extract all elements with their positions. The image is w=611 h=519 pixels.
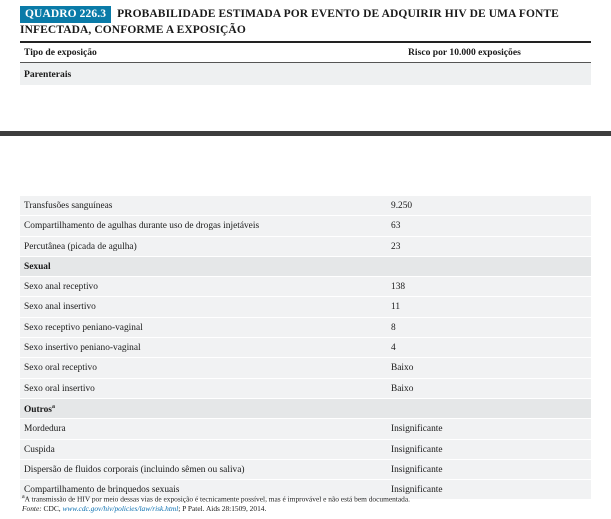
risk-value-cell: Baixo [391,383,414,394]
table-title-text: PROBABILIDADE ESTIMADA POR EVENTO DE ADQUIRIR HIV DE UMA FONTE INFECTADA, CONFORME A EXPOSIÇÃO [20,8,559,36]
table-row [20,379,591,399]
risk-value-cell: 9.250 [391,201,413,211]
risk-value-cell: 138 [391,282,406,293]
risk-value-cell: Baixo [391,363,414,374]
source-text-post: ; P Patel. Aids 28:1509, 2014. [178,504,267,514]
table-row [20,237,591,257]
exposure-label: Transfusões sanguíneas [24,201,113,211]
exposure-label: Sexual [24,261,51,272]
table-row [20,297,591,317]
exposure-type-cell [24,323,143,333]
exposure-type-cell [24,242,137,252]
section-label [24,262,51,272]
exposure-type-cell [24,424,66,434]
exposure-label: Outros [24,405,52,416]
exposure-label: Compartilhamento de agulhas durante uso de drogas injetáveis [24,221,260,232]
exposure-label: Cuspida [24,444,55,455]
exposure-type-cell [24,221,259,231]
exposure-risk-table [20,196,591,500]
exposure-label: Sexo insertivo peniano-vaginal [24,343,141,354]
exposure-label: Sexo anal insertivo [24,302,96,313]
exposure-label: Sexo receptivo peniano-vaginal [24,322,143,333]
page-divider [0,131,611,136]
exposure-type-cell [24,343,141,353]
footnote [22,492,597,504]
table-row [20,419,591,439]
exposure-type-cell [24,363,97,373]
exposure-type-cell [24,302,96,312]
risk-value-cell: Insignificante [391,444,443,455]
table-row [20,358,591,378]
exposure-type-cell [24,384,95,394]
exposure-label: Sexo oral receptivo [24,363,97,374]
exposure-label: Dispersão de fluidos corporais (incluindo sêmen ou saliva) [24,464,245,475]
footnote-mark: a [51,403,55,410]
table-row [20,318,591,338]
exposure-type-cell [24,201,112,211]
section-label: Parenterais [24,69,72,80]
risk-value-cell: Insignificante [391,485,443,496]
exposure-label: Sexo anal receptivo [24,282,98,293]
risk-value-cell: 4 [391,343,396,354]
exposure-label: Percutânea (picada de agulha) [24,241,137,252]
table-title [20,6,590,38]
exposure-label: Compartilhamento de brinquedos sexuais [24,485,180,496]
header-top-rule [20,41,591,43]
table-row [20,440,591,460]
table-row [20,277,591,297]
footnote-text: A transmissão de HIV por meio dessas vias de exposição é tecnicamente possível, mas é improvável e não está bem documentada. [24,494,410,504]
section-label [24,404,55,415]
table-notes [22,492,597,514]
exposure-label: Sexo oral insertivo [24,383,95,394]
risk-value-cell: Insignificante [391,464,443,475]
table-number-badge: QUADRO 226.3 [20,6,111,23]
risk-value-cell: 63 [391,221,401,232]
column-header-exposure: Tipo de exposição [24,47,97,58]
section-row-parenterais [20,63,591,85]
risk-value-cell: Insignificante [391,424,443,435]
footnote-mark: a [22,494,25,500]
column-header-row [20,44,591,62]
column-header-risk: Risco por 10.000 exposições [408,47,521,58]
source-text-pre: CDC, [41,504,63,514]
exposure-label: Mordedura [24,424,66,435]
risk-value-cell: 23 [391,241,401,252]
risk-value-cell: 11 [391,302,401,313]
exposure-type-cell [24,445,55,455]
risk-value-cell: 8 [391,322,396,333]
source-line [22,504,597,514]
exposure-type-cell [24,282,98,292]
exposure-type-cell [24,465,245,475]
table-row [20,196,591,216]
table-row [20,216,591,236]
table-row [20,338,591,358]
source-link[interactable]: www.cdc.gov/hiv/policies/law/risk.html [62,504,179,514]
table-row [20,460,591,480]
section-row [20,257,591,277]
section-row [20,399,591,419]
source-label: Fonte: [22,504,42,514]
